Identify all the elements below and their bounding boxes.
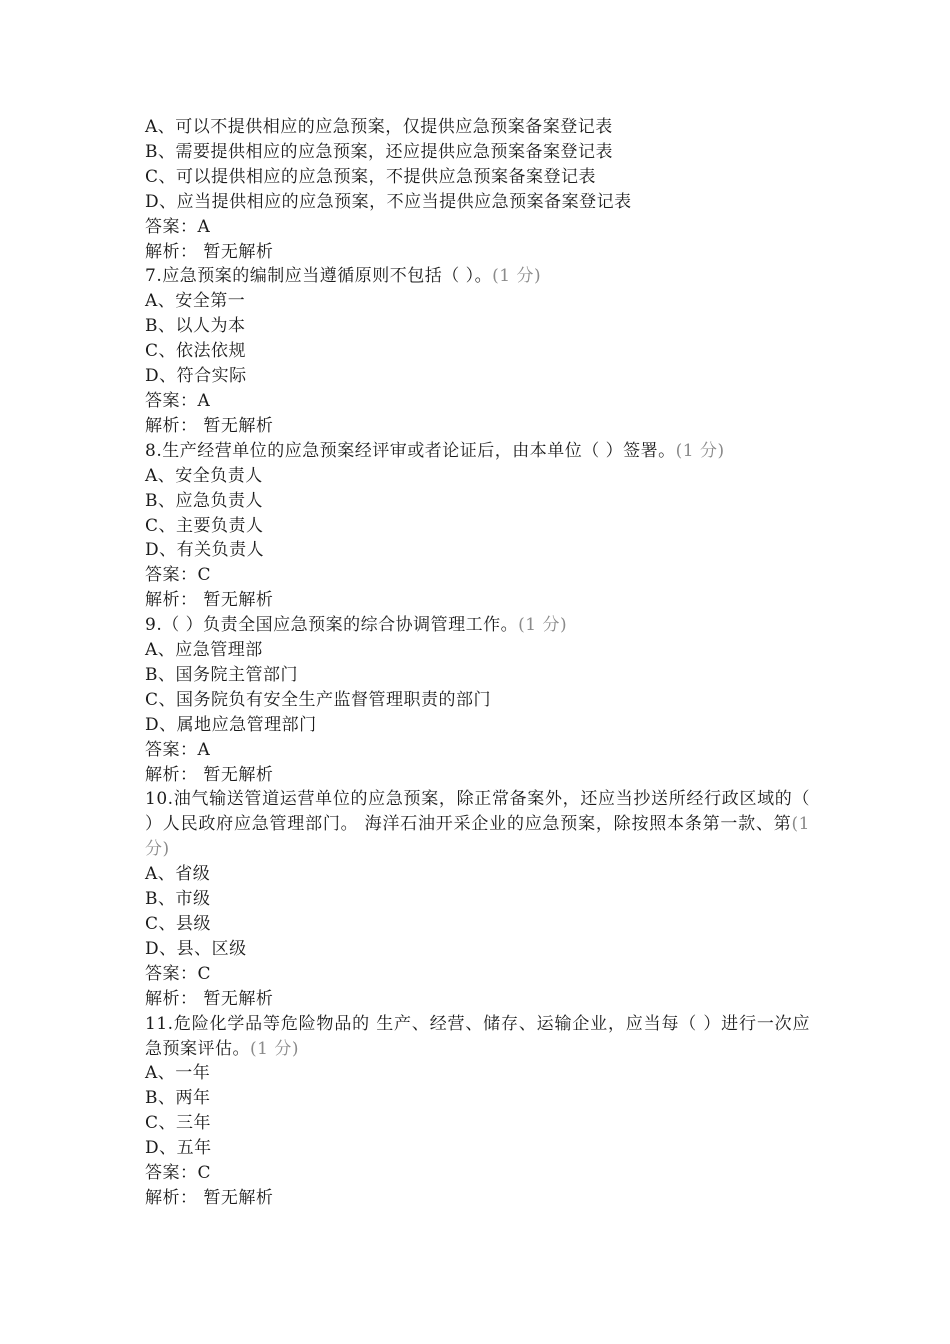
option-d: D、五年: [145, 1138, 212, 1159]
option-c: C、依法依规: [145, 341, 247, 362]
option-c: C、可以提供相应的应急预案，不提供应急预案备案登记表: [145, 166, 597, 187]
option-a: A、应急管理部: [145, 640, 263, 661]
stem-text: 7.应急预案的编制应当遵循原则不包括（ ）。: [145, 266, 493, 287]
analysis: 解析： 暂无解析: [145, 590, 274, 611]
question-stem: [145, 264, 810, 289]
option-c: C、三年: [145, 1113, 212, 1134]
question-stem: [145, 439, 810, 464]
option-a: A、安全负责人: [145, 465, 263, 486]
stem-text: 10.油气输送管道运营单位的应急预案，除正常备案外，还应当抄送所经行政区域的（ ）人民政府应急管理部门。 海洋石油开采企业的应急预案，除按照本条第一款、第: [145, 789, 810, 835]
option-b: B、国务院主管部门: [145, 664, 298, 685]
option-c: C、主要负责人: [145, 515, 264, 536]
option-d: D、符合实际: [145, 366, 247, 387]
answer: 答案：C: [145, 565, 212, 586]
question-stem: [145, 613, 810, 638]
option-a: A、一年: [145, 1063, 211, 1084]
option-d: D、属地应急管理部门: [145, 714, 317, 735]
option-b: B、需要提供相应的应急预案，还应提供应急预案备案登记表: [145, 141, 613, 162]
answer: 答案：A: [145, 390, 211, 411]
answer: 答案：A: [145, 216, 211, 237]
option-d: D、应当提供相应的应急预案，不应当提供应急预案备案登记表: [145, 191, 632, 212]
question-stem: [145, 787, 810, 862]
answer: 答案：C: [145, 963, 212, 984]
option-b: B、应急负责人: [145, 490, 263, 511]
option-b: B、两年: [145, 1088, 211, 1109]
question-stem: [145, 1012, 810, 1062]
option-c: C、国务院负有安全生产监督管理职责的部门: [145, 689, 492, 710]
question-10: [145, 787, 810, 1011]
stem-text: 9.（ ）负责全国应急预案的综合协调管理工作。: [145, 615, 519, 636]
option-d: D、县、区级: [145, 938, 247, 959]
stem-text: 8.生产经营单位的应急预案经评审或者论证后，由本单位（ ）签署。: [145, 440, 676, 461]
option-b: B、市级: [145, 889, 211, 910]
analysis: 解析： 暂无解析: [145, 415, 274, 436]
answer: 答案：C: [145, 1163, 212, 1184]
score-label: (1 分): [250, 1038, 299, 1059]
score-label: (1 分): [492, 266, 542, 287]
stem-text: 11.危险化学品等危险物品的 生产、经营、储存、运输企业，应当每（ ）进行一次应急预案评估。: [145, 1013, 810, 1059]
analysis: 解析： 暂无解析: [145, 241, 274, 262]
option-b: B、以人为本: [145, 316, 246, 337]
option-d: D、有关负责人: [145, 540, 265, 561]
option-a: A、可以不提供相应的应急预案，仅提供应急预案备案登记表: [145, 117, 613, 137]
question-8: [145, 439, 810, 613]
option-a: A、安全第一: [145, 291, 246, 312]
analysis: 解析： 暂无解析: [145, 988, 274, 1009]
option-c: C、县级: [145, 914, 212, 934]
score-label: (1 分): [518, 615, 568, 636]
question-11: [145, 1012, 810, 1211]
question-9: [145, 613, 810, 787]
analysis: 解析： 暂无解析: [145, 1187, 274, 1208]
option-a: A、省级: [145, 864, 211, 885]
analysis: 解析： 暂无解析: [145, 764, 274, 785]
score-label: (1 分): [675, 440, 725, 461]
score-label: (1 分): [145, 814, 810, 860]
continued-question: [145, 115, 810, 264]
question-7: [145, 264, 810, 438]
exam-document: [145, 115, 810, 1211]
answer: 答案：A: [145, 739, 211, 760]
